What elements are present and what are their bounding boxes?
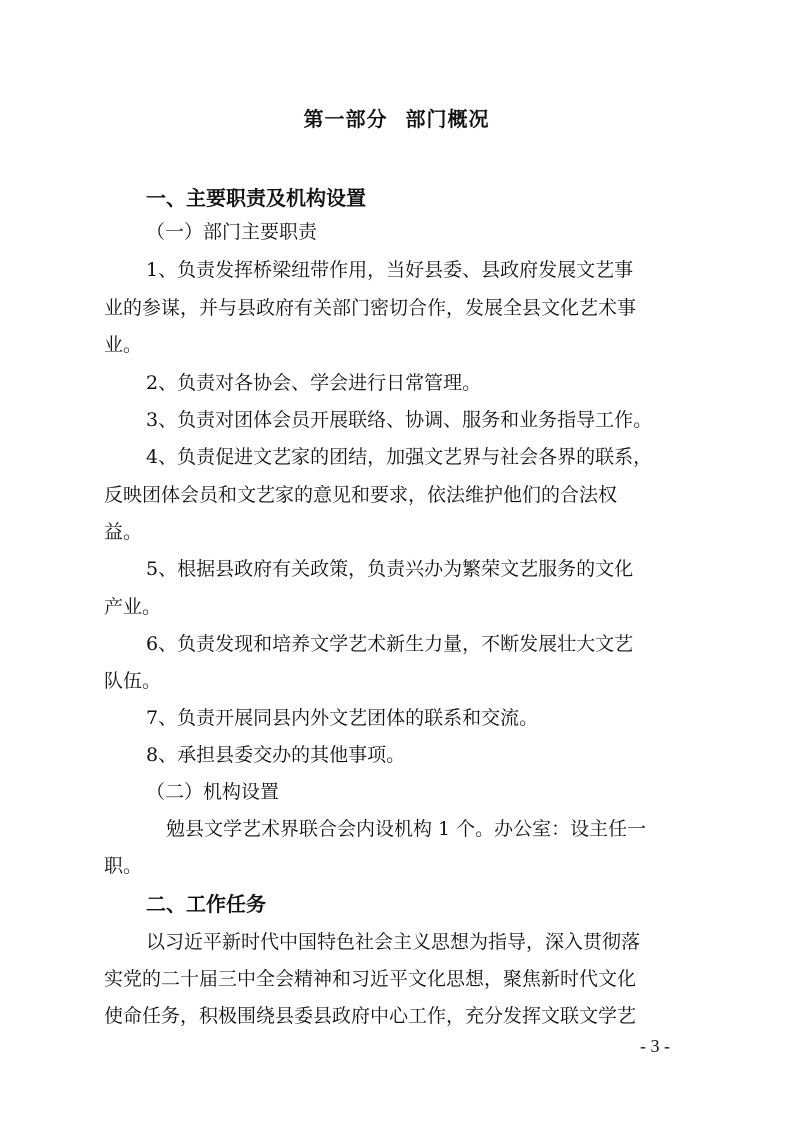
title-part: 第一部分 (303, 107, 388, 131)
duty-item-7: 7、负责开展同县内外文艺团体的联系和交流。 (146, 707, 539, 729)
duty-item-1-line-2: 业的参谋，并与县政府有关部门密切合作，发展全县文化艺术事 (104, 297, 637, 319)
duty-item-3: 3、负责对团体会员开展联络、协调、服务和业务指导工作。 (146, 409, 653, 431)
duty-item-4-line-3: 益。 (104, 521, 143, 543)
duty-item-6-line-1: 6、负责发现和培养文学艺术新生力量，不断发展壮大文艺 (146, 633, 634, 655)
task-text-line-3: 使命任务，积极围绕县委县政府中心工作，充分发挥文联文学艺 (104, 1005, 637, 1027)
duty-item-5-line-1: 5、根据县政府有关政策，负责兴办为繁荣文艺服务的文化 (146, 558, 634, 580)
subsection-heading-2: （二）机构设置 (146, 781, 280, 803)
duty-item-5-line-2: 产业。 (104, 596, 162, 618)
org-text-line-2: 职。 (104, 855, 143, 877)
page-number: - 3 - (640, 1036, 670, 1056)
page-title (0, 104, 793, 134)
task-text-line-2: 实党的二十届三中全会精神和习近平文化思想，聚焦新时代文化 (104, 968, 637, 990)
duty-item-1-line-3: 业。 (104, 334, 143, 356)
duty-item-4-line-1: 4、负责促进文艺家的团结，加强文艺界与社会各界的联系， (146, 446, 653, 468)
section-heading-1: 一、主要职责及机构设置 (146, 186, 366, 210)
subsection-heading-1: （一）部门主要职责 (146, 221, 318, 243)
org-text-line-1: 勉县文学艺术界联合会内设机构 1 个。办公室：设主任一 (166, 818, 647, 840)
duty-item-1-line-1: 1、负责发挥桥梁纽带作用，当好县委、县政府发展文艺事 (146, 259, 634, 281)
duty-item-4-line-2: 反映团体会员和文艺家的意见和要求，依法维护他们的合法权 (104, 484, 618, 506)
section-heading-2: 二、工作任务 (146, 892, 266, 916)
title-name: 部门概况 (405, 107, 490, 131)
duty-item-2: 2、负责对各协会、学会进行日常管理。 (146, 372, 482, 394)
duty-item-6-line-2: 队伍。 (104, 670, 162, 692)
task-text-line-1: 以习近平新时代中国特色社会主义思想为指导，深入贯彻落 (146, 931, 641, 953)
duty-item-8: 8、承担县委交办的其他事项。 (146, 744, 406, 766)
